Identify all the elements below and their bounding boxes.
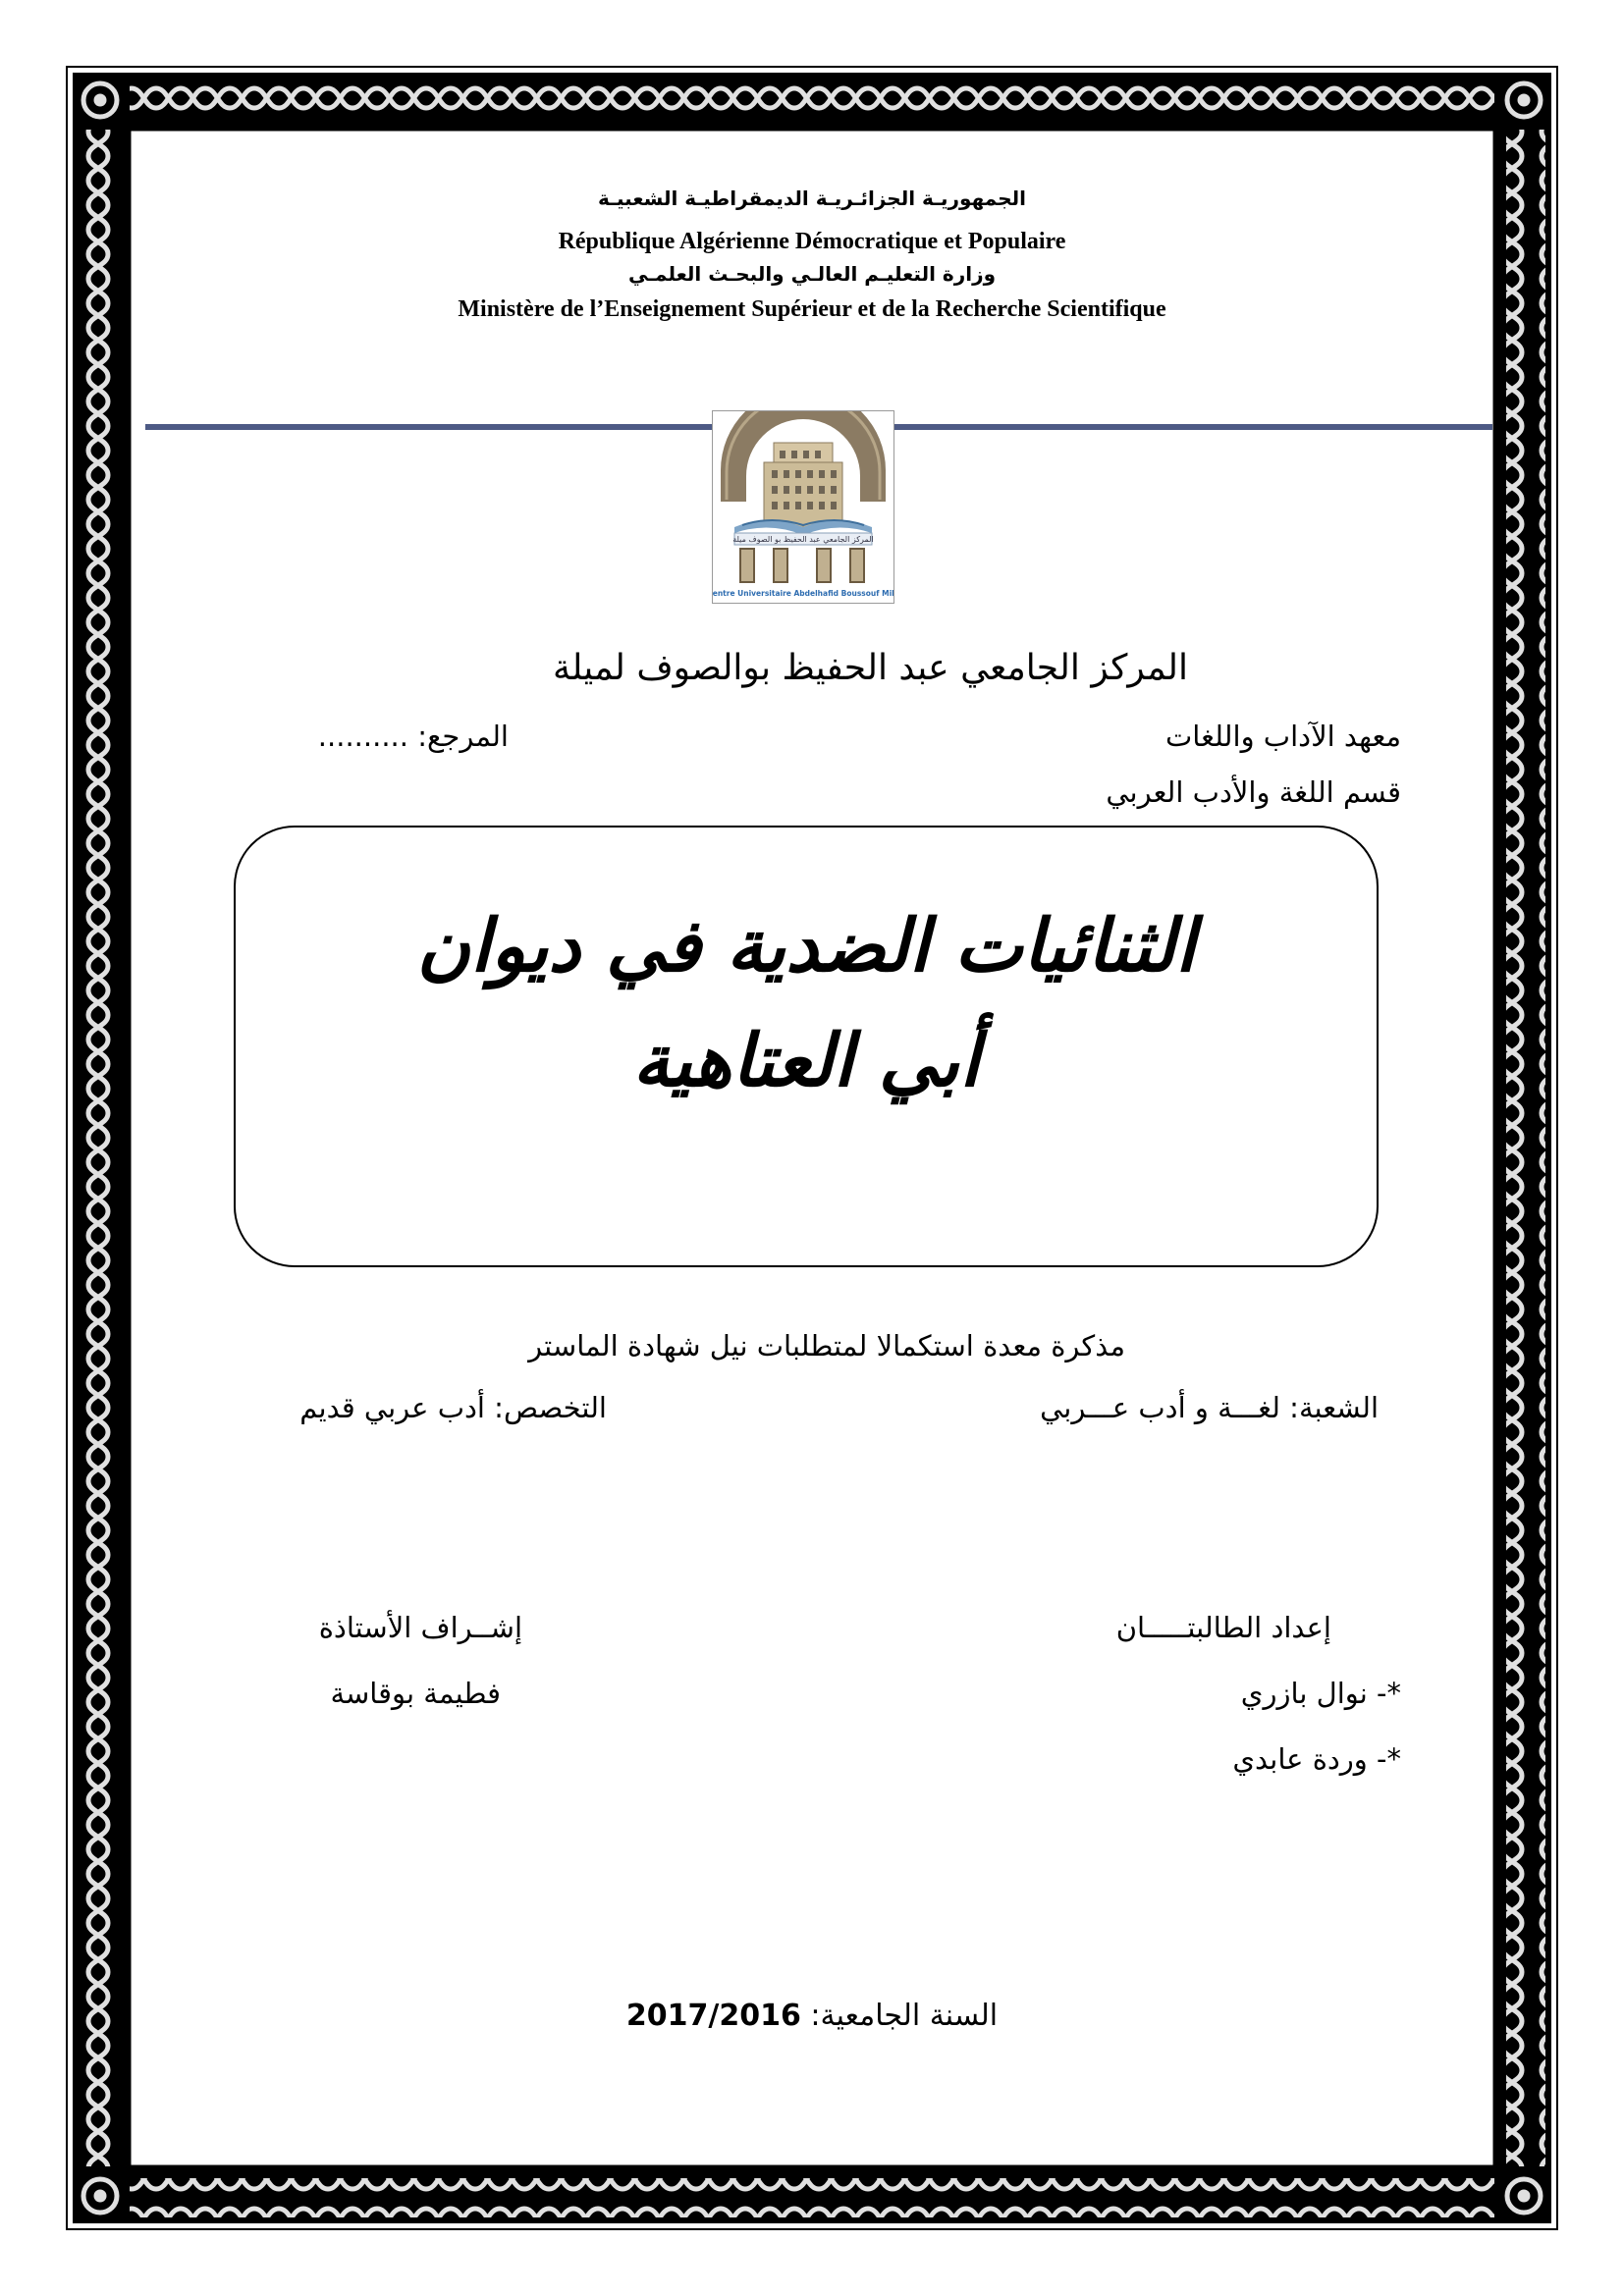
supervisor-name: فطيمة بوقاسة: [330, 1677, 501, 1710]
department-name: قسم اللغة والأدب العربي: [1106, 775, 1401, 809]
student-name-2: *- وردة عابدي: [1232, 1742, 1401, 1776]
thesis-purpose: مذكرة معدة استكمالا لمتطلبات نيل شهادة الماستر: [528, 1329, 1125, 1362]
logo-caption: Centre Universitaire Abdelhafid Boussouf Mila: [713, 589, 893, 598]
center-name: المركز الجامعي عبد الحفيظ بوالصوف لميلة: [553, 648, 1188, 688]
republic-title-fr: République Algérienne Démocratique et Populaire: [558, 229, 1066, 254]
institute-name: معهد الآداب واللغات: [1164, 720, 1401, 753]
logo-banner-text: المركز الجامعي عبد الحفيظ بو الصوف ميلة: [732, 535, 874, 544]
specialty-label: التخصص: أدب عربي قديم: [299, 1391, 607, 1424]
academic-year-label: السنة الجامعية:: [810, 1999, 999, 2033]
students-label: إعداد الطالبتـــــان: [1115, 1611, 1331, 1644]
republic-title-ar: الجمهوريـة الجزائـريـة الديمقراطيـة الشعبيـة: [598, 187, 1026, 210]
academic-year: [0, 1999, 1624, 2033]
thesis-title-box: [234, 826, 1379, 1267]
academic-year-value: 2017/2016: [625, 1999, 801, 2033]
reference-field: المرجع: ..........: [317, 720, 509, 753]
ministry-title-fr: Ministère de l’Enseignement Supérieur et de la Recherche Scientifique: [458, 296, 1166, 322]
supervisor-label: إشــراف الأستاذة: [318, 1611, 522, 1644]
branch-label: الشعبة: لغـــة و أدب عـــربي: [1040, 1391, 1379, 1424]
building-icon: [713, 411, 893, 603]
student-name-1: *- نوال بازري: [1240, 1677, 1401, 1710]
ministry-title-ar: وزارة التعليـم العالـي والبحـث العلمـي: [627, 262, 997, 286]
university-logo: [712, 410, 894, 604]
thesis-title-line-1: الثنائيات الضدية في ديوان: [416, 904, 1196, 988]
thesis-title-line-2: أبي العتاهية: [632, 1019, 980, 1103]
